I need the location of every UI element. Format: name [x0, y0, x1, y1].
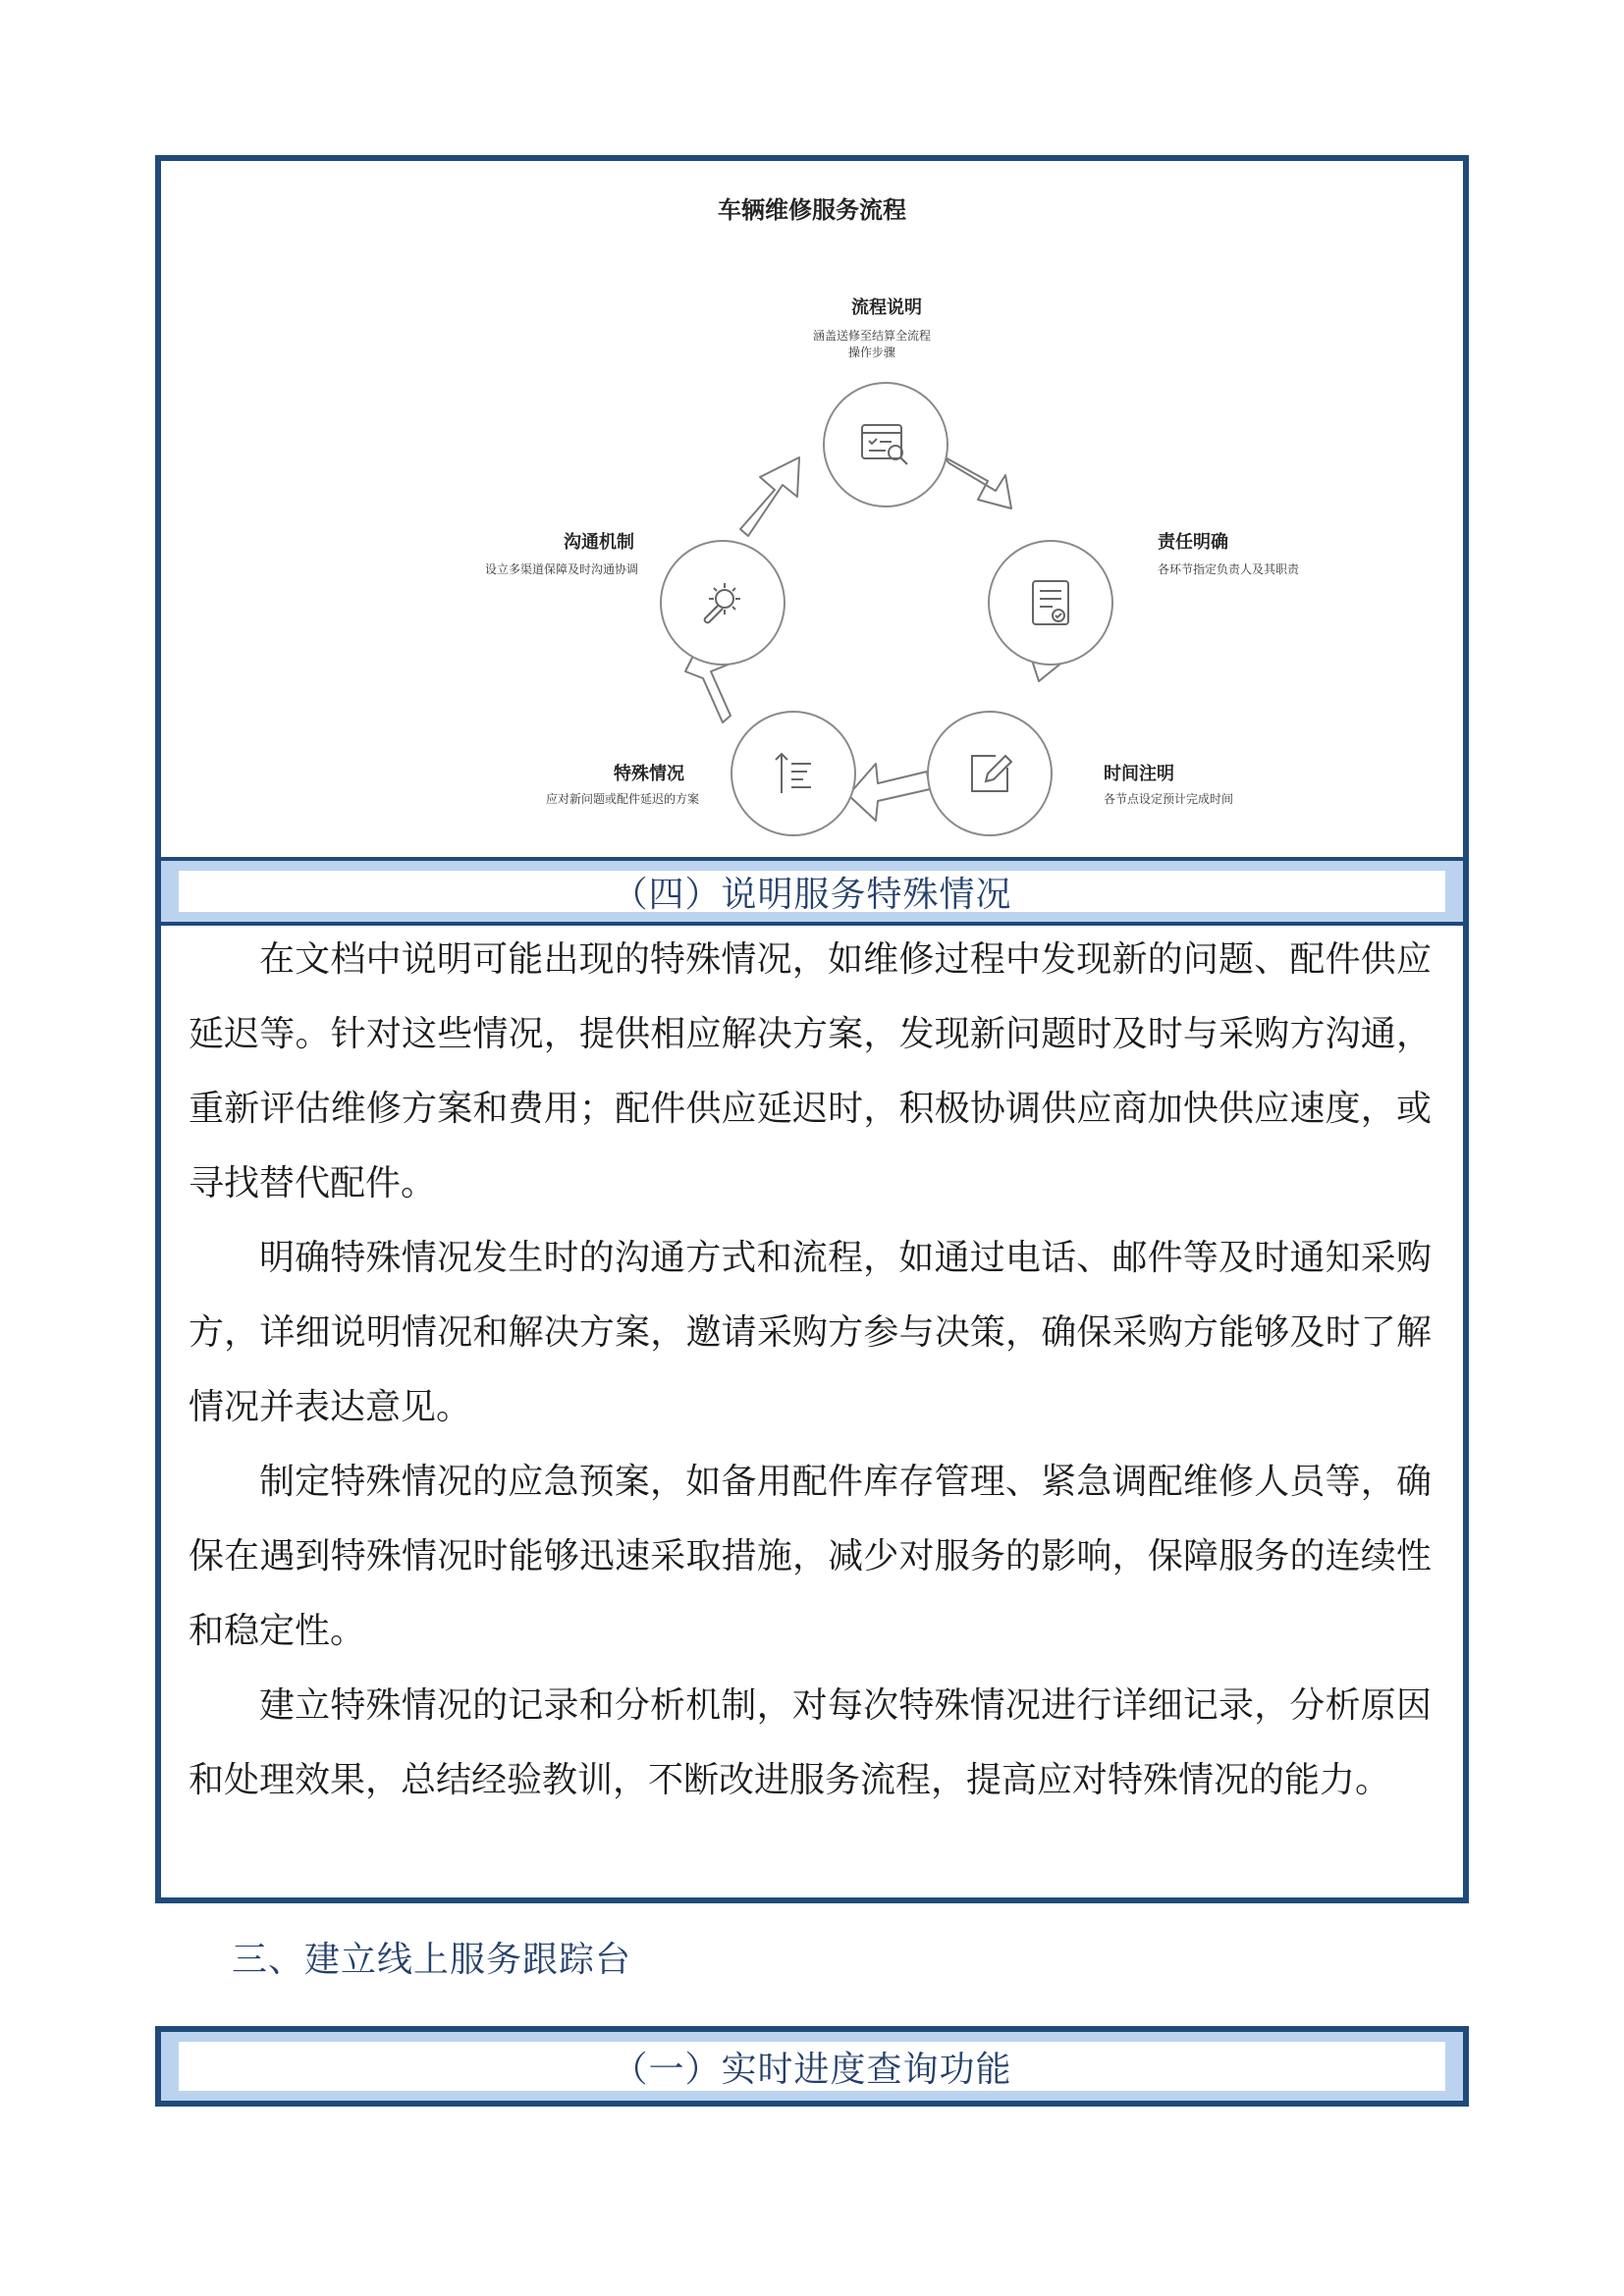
- node-title-special: 特殊情况: [614, 764, 684, 784]
- node-desc-responsibility: 各环节指定负责人及其职责: [1158, 562, 1300, 576]
- body-text: [189, 923, 1432, 1818]
- node-circle-special: [731, 711, 856, 836]
- paragraph: 制定特殊情况的应急预案，如备用配件库存管理、紧急调配维修人员等，确保在遇到特殊情况时能够迅速采取措施，减少对服务的影响，保障服务的连续性和稳定性。: [189, 1462, 1432, 1651]
- section-heading-1-text: （一）实时进度查询功能: [179, 2042, 1445, 2091]
- node-desc-communication: 设立多渠道保障及时沟通协调: [484, 562, 638, 576]
- checklist-search-icon: [856, 415, 915, 474]
- arrow-time-to-special: [848, 764, 930, 821]
- paragraph: 建立特殊情况的记录和分析机制，对每次特殊情况进行详细记录，分析原因和处理效果，总结经验教训，不断改进服务流程，提高应对特殊情况的能力。: [189, 1685, 1432, 1800]
- node-title-communication: 沟通机制: [564, 532, 634, 553]
- process-diagram: [161, 161, 1463, 857]
- node-circle-process: [823, 382, 948, 507]
- arrow-process-to-responsibility: [942, 455, 1011, 508]
- section-heading-3: 三、建立线上服务跟踪台: [232, 1940, 632, 1980]
- wrench-gear-icon: [693, 573, 752, 632]
- arrow-communication-to-process: [740, 457, 799, 536]
- node-title-responsibility: 责任明确: [1158, 532, 1228, 553]
- edit-pen-icon: [960, 744, 1019, 803]
- diagram-title: 车辆维修服务流程: [718, 196, 906, 224]
- node-title-time: 时间注明: [1104, 764, 1174, 784]
- node-desc-process: 涵盖送修至结算全流程操作步骤: [812, 329, 931, 359]
- node-circle-responsibility: [988, 540, 1113, 666]
- section-heading-1: [155, 2026, 1469, 2107]
- node-desc-special: 应对新问题或配件延迟的方案: [545, 792, 699, 806]
- node-circle-time: [927, 711, 1053, 836]
- sort-list-icon: [764, 744, 823, 803]
- section-heading-4-text: （四）说明服务特殊情况: [179, 871, 1445, 912]
- node-desc-time: 各节点设定预计完成时间: [1104, 792, 1234, 806]
- section-heading-4: [161, 857, 1463, 926]
- paragraph: 在文档中说明可能出现的特殊情况，如维修过程中发现新的问题、配件供应延迟等。针对这些情况，提供相应解决方案，发现新问题时及时与采购方沟通，重新评估维修方案和费用；配件供应延迟时，积极协调供应商加快供应速度，或寻找替代配件。: [189, 939, 1432, 1203]
- content-frame: [155, 155, 1469, 1903]
- document-check-icon: [1021, 573, 1080, 632]
- node-title-process: 流程说明: [851, 297, 922, 318]
- paragraph: 明确特殊情况发生时的沟通方式和流程，如通过电话、邮件等及时通知采购方，详细说明情况和解决方案，邀请采购方参与决策，确保采购方能够及时了解情况并表达意见。: [189, 1238, 1432, 1427]
- node-circle-communication: [660, 540, 785, 666]
